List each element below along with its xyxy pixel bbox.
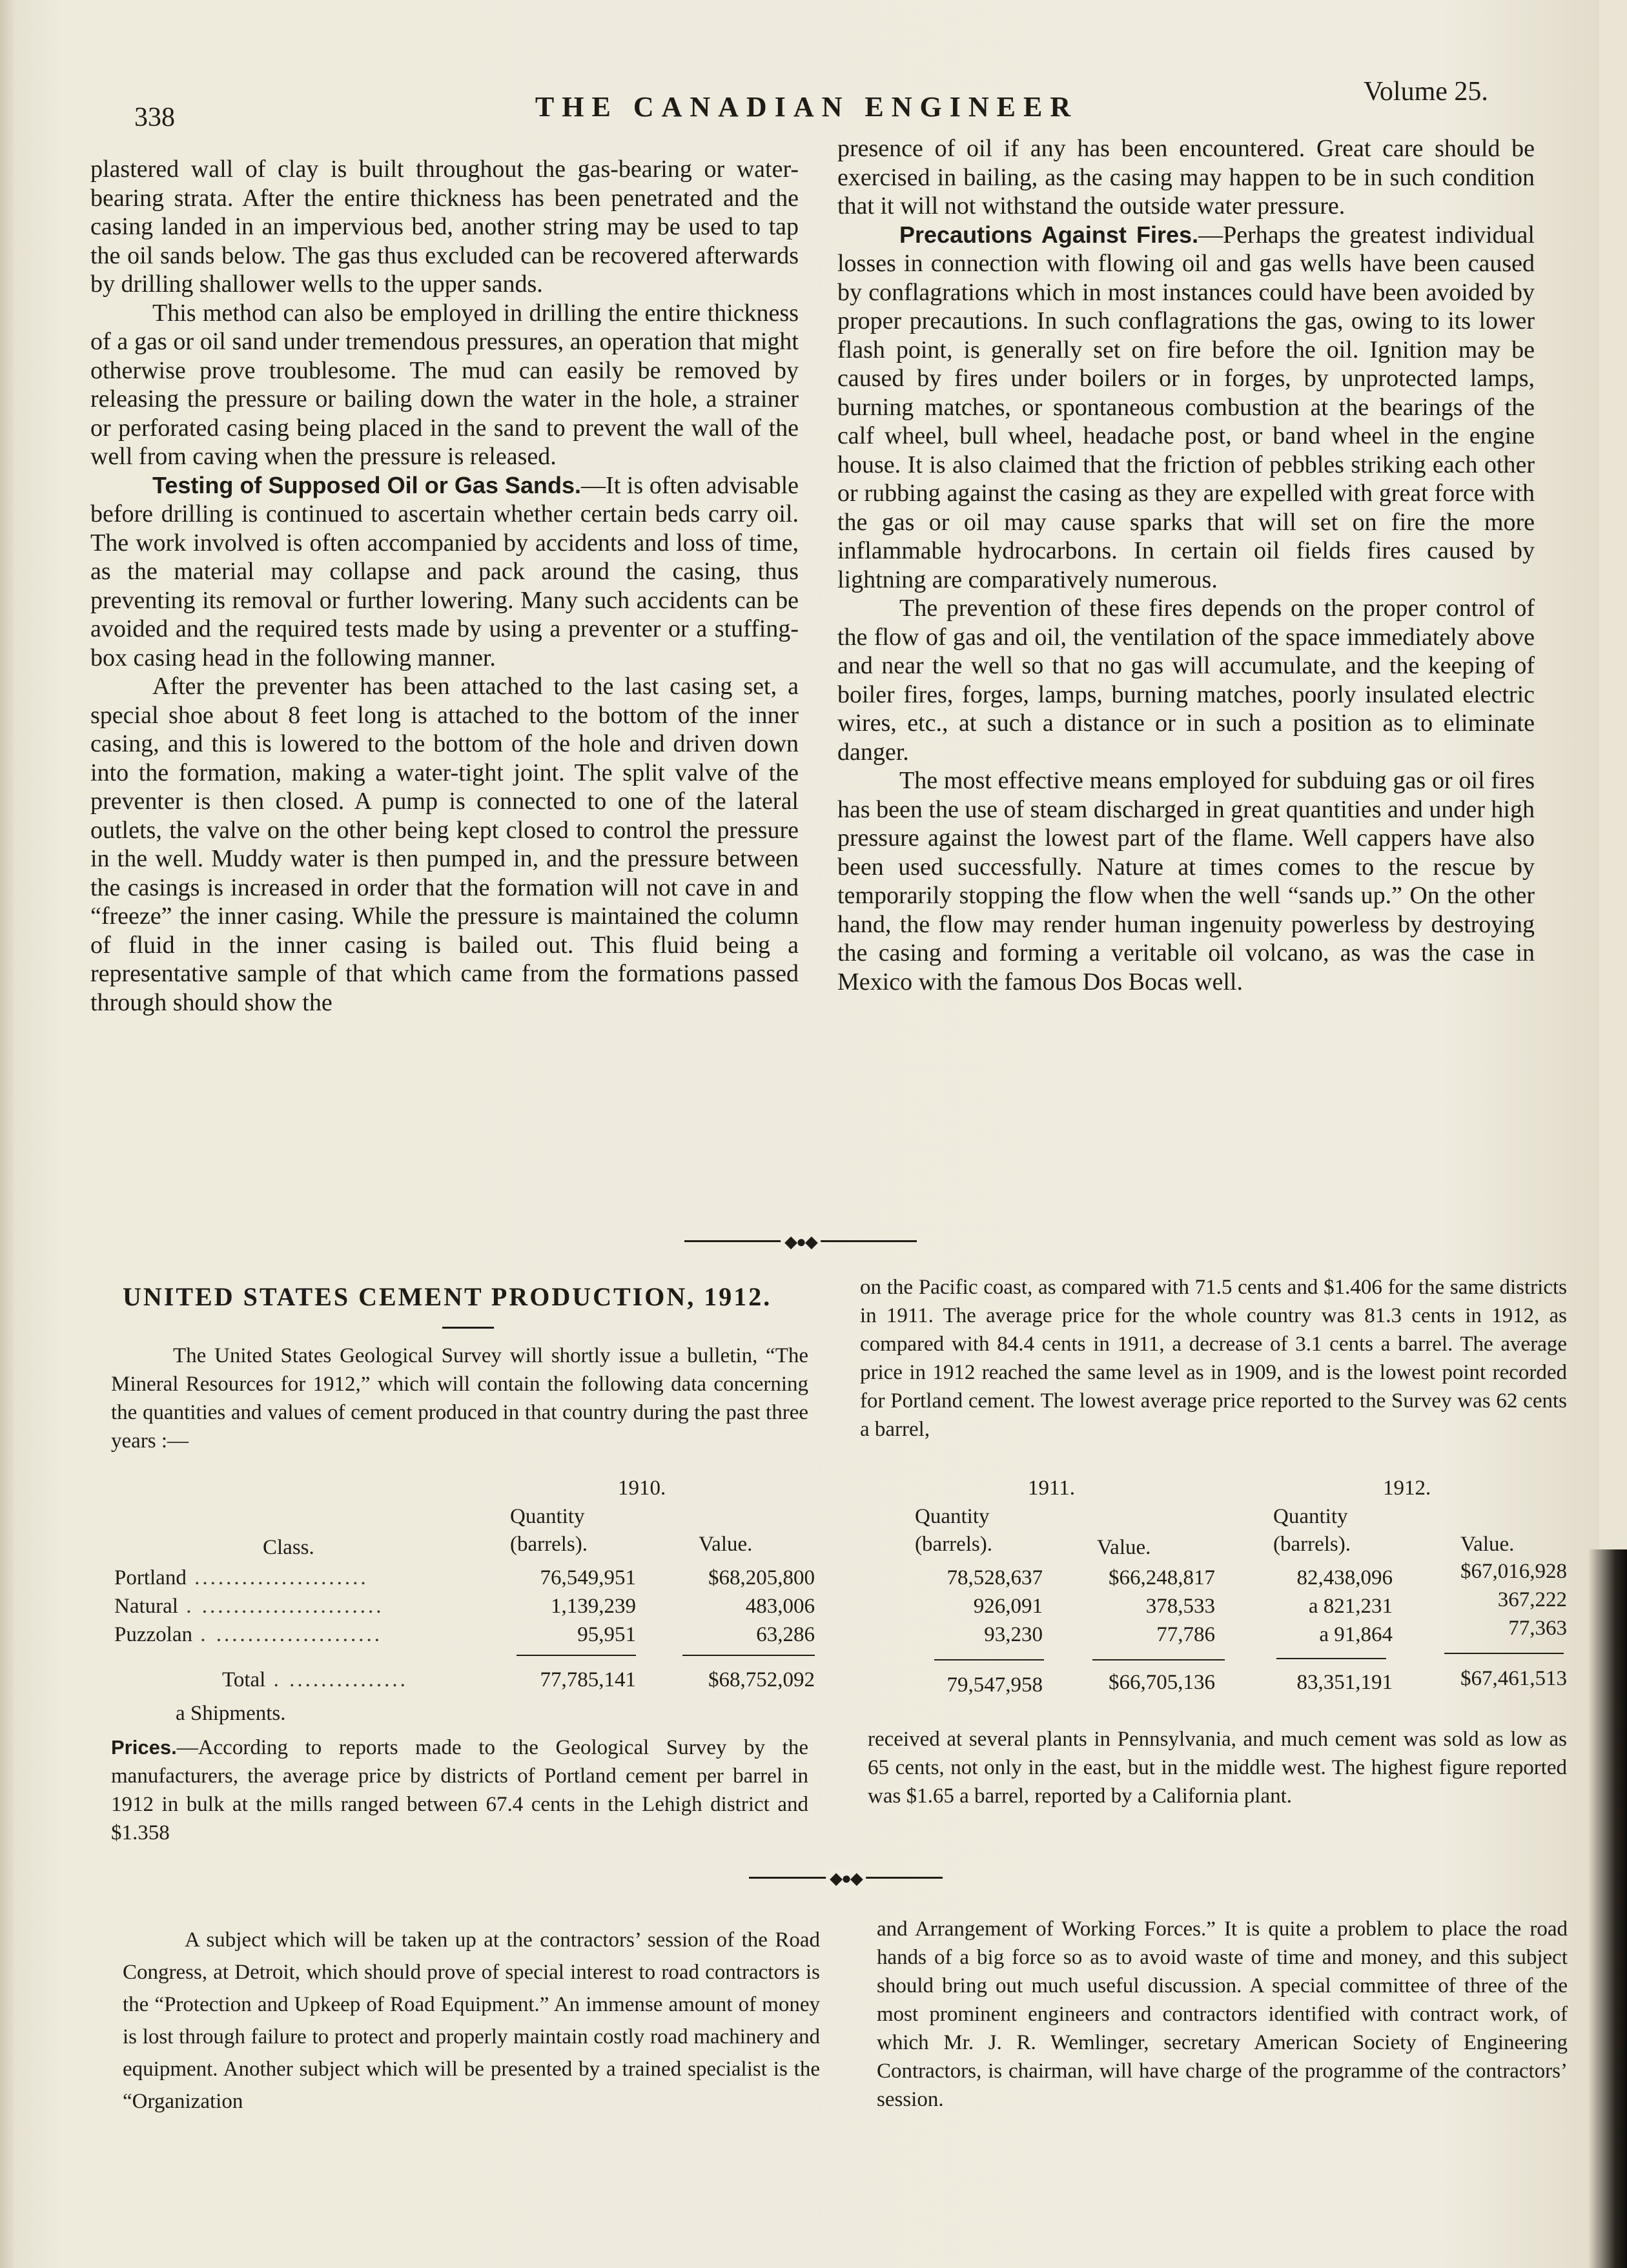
article3-left-column [123,1924,820,2118]
cell-value-1911: 77,786 [1156,1623,1215,1646]
paragraph: and Arrangement of Working Forces.” It is quite a problem to place the road hands of a big force so as to avoid waste of time and money, and this subject should bring out much useful discussion. A special committee of three of the most prominent engineers and contractors identified with contract work, of which Mr. J. R. Wemlinger, secretary American Society of Engineering Contractors, is chairman, will have charge of the programme of the contractors’ session. [877,1917,1568,2111]
subheading: Prices. [111,1736,177,1759]
paragraph: received at several plants in Pennsylvania, and much cement was sold as low as 65 cents, not only in the east, but in the middle west. The highest figure reported was $1.65 a barrel, reported by a California plant. [868,1728,1567,1808]
class-header: Class. [263,1536,314,1559]
total-class: Total . ............... [222,1668,408,1691]
qty-unit-1911: (barrels). [915,1533,993,1556]
paragraph: The most effective means employed for subduing gas or oil fires has been the use of steam discharged in great quantities and under high pressure against the lowest part of the flame. Well cappers have also been used successfully. Nature at times comes to the rescue by temporarily stopping the flow when the well “sands up.” On the other hand, the flow may render human ingenuity powerless by destroying the casing and forming a veritable oil volcano, as was the case in Mexico with the famous Dos Bocas well. [837,767,1535,996]
cell-value-1910: 63,286 [756,1623,815,1646]
value-header-1912: Value. [1460,1533,1515,1556]
cell-qty-1911: 93,230 [984,1623,1043,1646]
paragraph-text: —It is often advisable before drilling is continued to ascertain whether certain beds carry oil. The work involved is often accompanied by accidents and loss of time, as the material may collapse and pack around the casing, thus preventing its removal or further lowering. Many such accidents can be avoided and the required tests made by using a preventer or a stuffing-box casing head in the following manner. [90,471,799,671]
subheading: Testing of Supposed Oil or Gas Sands. [152,471,582,498]
book-spine-shadow [1588,1549,1627,2268]
cell-qty-1911: 926,091 [973,1595,1043,1618]
paragraph: This method can also be employed in drilling the entire thickness of a gas or oil sand under tremendous pressures, an operation that might otherwise prove troublesome. The mud can easily be removed by releasing the pressure or bailing down the water in the hole, a strainer or perforated casing being placed in the sand to prevent the wall of the well from caving when the pressure is released. [90,299,799,470]
cell-qty-1912: a 91,864 [1319,1623,1393,1646]
ornament-icon: ◆●◆ [781,1232,821,1252]
paragraph: presence of oil if any has been encountered. Great care should be exercised in bailing, as the casing may happen to be in such condition that it will not withstand the outside water pressure. [837,135,1535,220]
total-value-1911: $66,705,136 [1109,1671,1215,1694]
year-header-1912: 1912. [1383,1476,1431,1500]
row-class: Puzzolan . ..................... [114,1623,382,1646]
total-rule [682,1655,815,1656]
paragraph: A subject which will be taken up at the contractors’ session of the Road Congress, at Detroit, which should prove of special interest to road contractors is the “Protection and Upkeep of Road Equipment.” An immense amount of money is lost through failure to protect and properly maintain costly road machinery and equipment. Another subject which will be presented by a trained specialist is the “Organization [123,1928,820,2113]
cell-qty-1911: 78,528,637 [947,1566,1043,1589]
total-rule [1444,1653,1564,1654]
paragraph: The United States Geological Survey will shortly issue a bulletin, “The Mineral Resources for 1912,” which will contain the following data concerning the quantities and values of cement produced in that country during the past three years :— [111,1344,808,1453]
cell-qty-1912: a 821,231 [1308,1595,1393,1618]
cell-qty-1910: 1,139,239 [551,1595,636,1618]
qty-header-1910: Quantity [510,1505,585,1528]
prices-continued [868,1725,1567,1810]
cell-qty-1910: 76,549,951 [540,1566,636,1589]
total-rule [934,1659,1044,1660]
year-header-1910: 1910. [618,1476,666,1500]
total-qty-1912: 83,351,191 [1296,1671,1393,1694]
volume-label: Volume 25. [1364,77,1488,107]
year-header-1911: 1911. [1028,1476,1076,1500]
cell-qty-1910: 95,951 [577,1623,636,1646]
cell-value-1912: $67,016,928 [1460,1560,1567,1583]
article2-title: UNITED STATES CEMENT PRODUCTION, 1912. [123,1282,772,1311]
table-footnote: a Shipments. [176,1702,286,1725]
row-class: Natural . ....................... [114,1595,384,1618]
total-value-1910: $68,752,092 [708,1668,815,1691]
qty-header-1912: Quantity [1273,1505,1348,1528]
paragraph: plastered wall of clay is built throughout the gas-bearing or water-bearing strata. After the entire thickness has been penetrated and the casing landed in an impervious bed, another string may be used to tap the oil sands below. The gas thus excluded can be recovered afterwards by drilling shallower wells to the upper sands. [90,156,799,298]
cell-qty-1912: 82,438,096 [1296,1566,1393,1589]
paragraph [111,1733,808,1847]
subheading: Precautions Against Fires. [899,221,1199,248]
journal-title: THE CANADIAN ENGINEER [535,91,1079,123]
paragraph-text: —Perhaps the greatest individual losses in connection with flowing oil and gas wells have been caused by conflagrations which in most instances could have been avoided by proper precautions. In such conflagrations the gas, owing to its lower flash point, is generally set on fire before the oil. Ignition may be caused by fires under boilers or in forges, by unprotected lamps, burning matches, or spontaneous combustion at the bearings of the calf wheel, bull wheel, headache post, or band wheel in the engine house. It is also claimed that the friction of pebbles striking each other or rubbing against the casing as they are expelled with great force with the gas or oil may cause sparks that will set on fire the more inflammable hydrocarbons. In certain oil fields fires caused by lightning are comparatively numerous. [837,221,1535,593]
total-qty-1910: 77,785,141 [540,1668,636,1691]
row-class: Portland ...................... [114,1566,369,1589]
cell-value-1911: $66,248,817 [1109,1566,1215,1589]
total-qty-1911: 79,547,958 [947,1673,1043,1697]
ornament-icon: ◆●◆ [826,1869,866,1888]
total-rule [1276,1658,1386,1659]
total-rule [517,1655,636,1656]
paragraph-text: —According to reports made to the Geological Survey by the manufacturers, the average price by districts of Portland cement per barrel in 1912 in bulk at the mills ranged between 67.4 cents in the Lehigh district and $1.358 [111,1736,808,1844]
total-rule [1092,1659,1225,1660]
article3-right-column [877,1915,1568,2114]
paragraph: After the preventer has been attached to the last casing set, a special shoe about 8 feet long is attached to the bottom of the inner casing, and this is lowered to the bottom of the hole and driven down into the formation, making a water-tight joint. The split valve of the preventer is then closed. A pump is connected to one of the lateral outlets, the valve on the other being kept closed to control the pressure in the well. Muddy water is then pumped in, and the pressure between the casings is increased in order that the formation will not cave in and “freeze” the inner casing. While the pressure is maintained the column of fluid in the inner casing is bailed out. This fluid being a representative sample of that which came from the formations passed through should show the [90,673,799,1016]
paragraph: on the Pacific coast, as compared with 71.5 cents and $1.406 for the same districts in 1911. The average price for the whole country was 81.3 cents in 1912, as compared with 84.4 cents in 1911, a decrease of 3.1 cents a barrel. The average price in 1912 reached the same level as in 1909, and is the lowest point recorded for Portland cement. The lowest average price reported to the Survey was 62 cents a barrel, [860,1276,1567,1441]
prices-paragraph [111,1733,808,1847]
qty-header-1911: Quantity [915,1505,990,1528]
value-header-1911: Value. [1097,1536,1151,1559]
page-gutter [0,0,14,2268]
cell-value-1912: 367,222 [1497,1588,1567,1611]
journal-page [14,0,1599,2268]
value-header-1910: Value. [699,1533,753,1556]
cell-value-1910: $68,205,800 [708,1566,815,1589]
qty-unit-1912: (barrels). [1273,1533,1351,1556]
cell-value-1911: 378,533 [1145,1595,1215,1618]
cell-value-1910: 483,006 [745,1595,815,1618]
total-value-1912: $67,461,513 [1460,1667,1567,1690]
paragraph: The prevention of these fires depends on the proper control of the flow of gas and oil, the ventilation of the space immediately above and near the well so that no gas will accumulate, and the keeping of boiler fires, forges, lamps, burning matches, poorly insulated electric wires, etc., at such a distance or in such a position as to eliminate danger. [837,595,1535,766]
page-number: 338 [134,103,175,132]
cell-value-1912: 77,363 [1508,1617,1567,1640]
section-divider [749,1868,943,1887]
qty-unit-1910: (barrels). [510,1533,588,1556]
